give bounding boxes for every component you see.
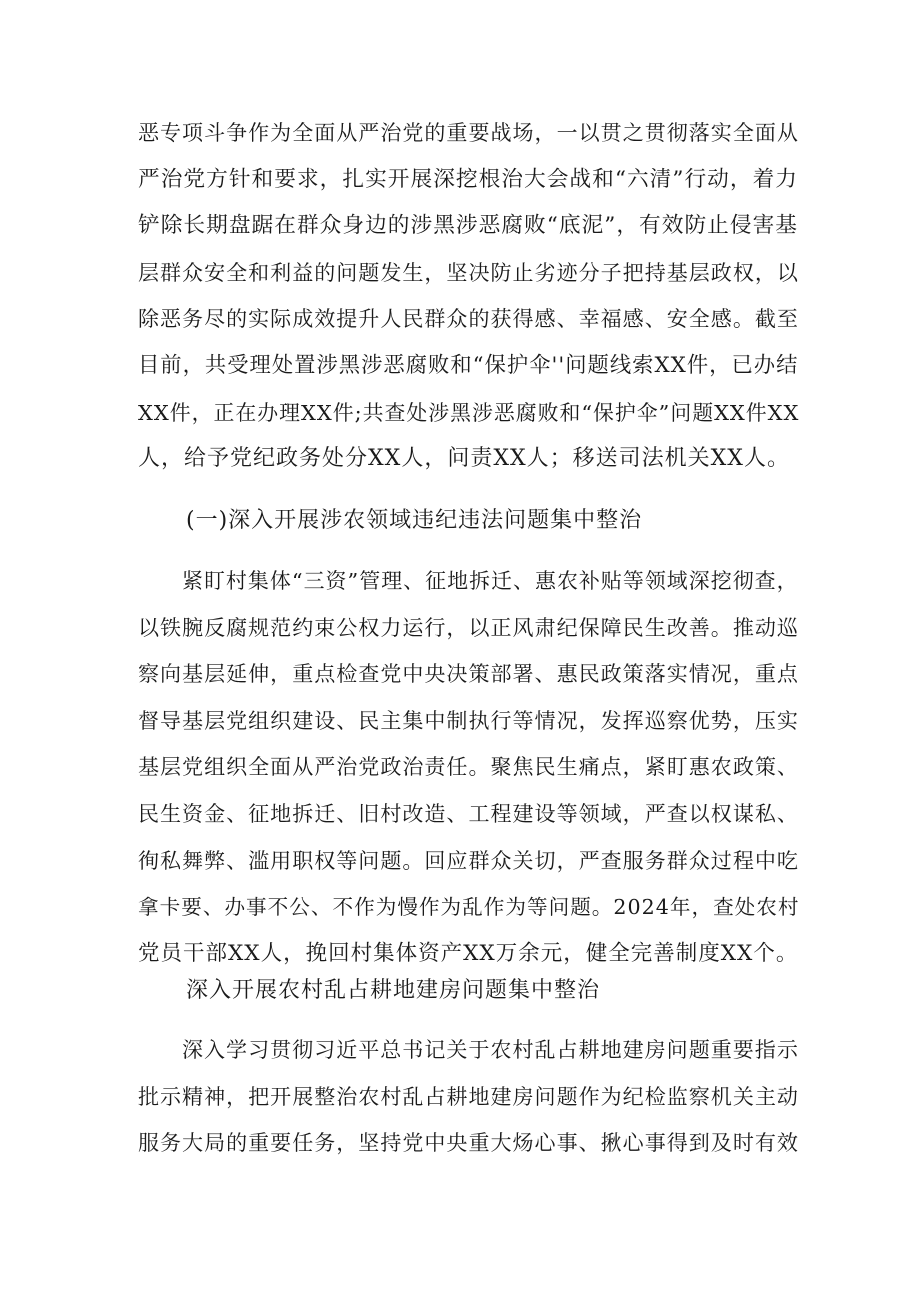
- heading-text: 深入开展农村乱占耕地建房问题集中整治: [186, 978, 601, 1003]
- paragraph-line: 民生资金、征地拆迁、旧村改造、工程建设等领域，严查以权谋私、: [138, 800, 799, 826]
- paragraph-line: 深入学习贯彻习近平总书记关于农村乱占耕地建房问题重要指示: [182, 1037, 799, 1062]
- paragraph-3: [138, 1027, 798, 1167]
- paragraph-line: XX件，正在办理XX件;共查处涉黑涉恶腐败和“保护伞”问题XX件XX: [138, 400, 800, 425]
- paragraph-line: 服务大局的重要任务，坚持党中央重大炀心事、揪心事得到及时有效: [138, 1130, 799, 1156]
- paragraph-line: 徇私舞弊、滥用职权等问题。回应群众关切，严查服务群众过程中吃: [138, 847, 799, 873]
- paragraph-line: 铲除长期盘踞在群众身边的涉黑涉恶腐败“底泥”，有效防止侵害基: [138, 213, 798, 239]
- paragraph-line: 层群众安全和利益的问题发生，坚决防止劣迹分子把持基层政权，以: [138, 259, 799, 285]
- paragraph-line: 拿卡要、办事不公、不作为慢作为乱作为等问题。2024年，查处农村: [138, 895, 800, 920]
- paragraph-line: 人，给予党纪政务处分XX人，问责XX人；移送司法机关XX人。: [138, 446, 790, 472]
- paragraph-line: 批示精神，把开展整治农村乱占耕地建房问题作为纪检监察机关主动: [138, 1083, 799, 1109]
- paragraph-line: 紧盯村集体“三资”管理、征地拆迁、惠农补贴等领域深挖彻查，: [182, 569, 799, 593]
- paragraph-line: 目前，共受理处置涉黑涉恶腐败和“保护伞''问题线索XX件，已办结: [138, 352, 799, 378]
- paragraph-line: 基层党组织全面从严治党政治责任。聚焦民生痛点，紧盯惠农政策、: [138, 754, 799, 780]
- paragraph-line: 严治党方针和要求，扎实开展深挖根治大会战和“六清”行动，着力: [138, 166, 798, 192]
- paragraph-1: [138, 110, 798, 483]
- paragraph-line: 以铁腕反腐规范约束公权力运行，以正风肃纪保障民生改善。推动巡: [138, 614, 799, 640]
- heading-text: (一)深入开展涉农领域违纪违法问题集中整治: [186, 508, 643, 533]
- paragraph-line: 恶专项斗争作为全面从严治党的重要战场，一以贯之贯彻落实全面从: [138, 120, 799, 145]
- paragraph-line: 除恶务尽的实际成效提升人民群众的获得感、幸福感、安全感。截至: [138, 306, 799, 332]
- paragraph-2: [138, 558, 798, 977]
- paragraph-line: 党员干部XX人，挽回村集体资产XX万余元，健全完善制度XX个。: [138, 940, 799, 966]
- section-heading-1: [186, 498, 798, 545]
- section-heading-2: [186, 968, 798, 1015]
- paragraph-line: 督导基层党组织建设、民主集中制执行等情况，发挥巡察优势，压实: [138, 707, 799, 733]
- paragraph-line: 察向基层延伸，重点检查党中央决策部署、惠民政策落实情况，重点: [138, 661, 799, 687]
